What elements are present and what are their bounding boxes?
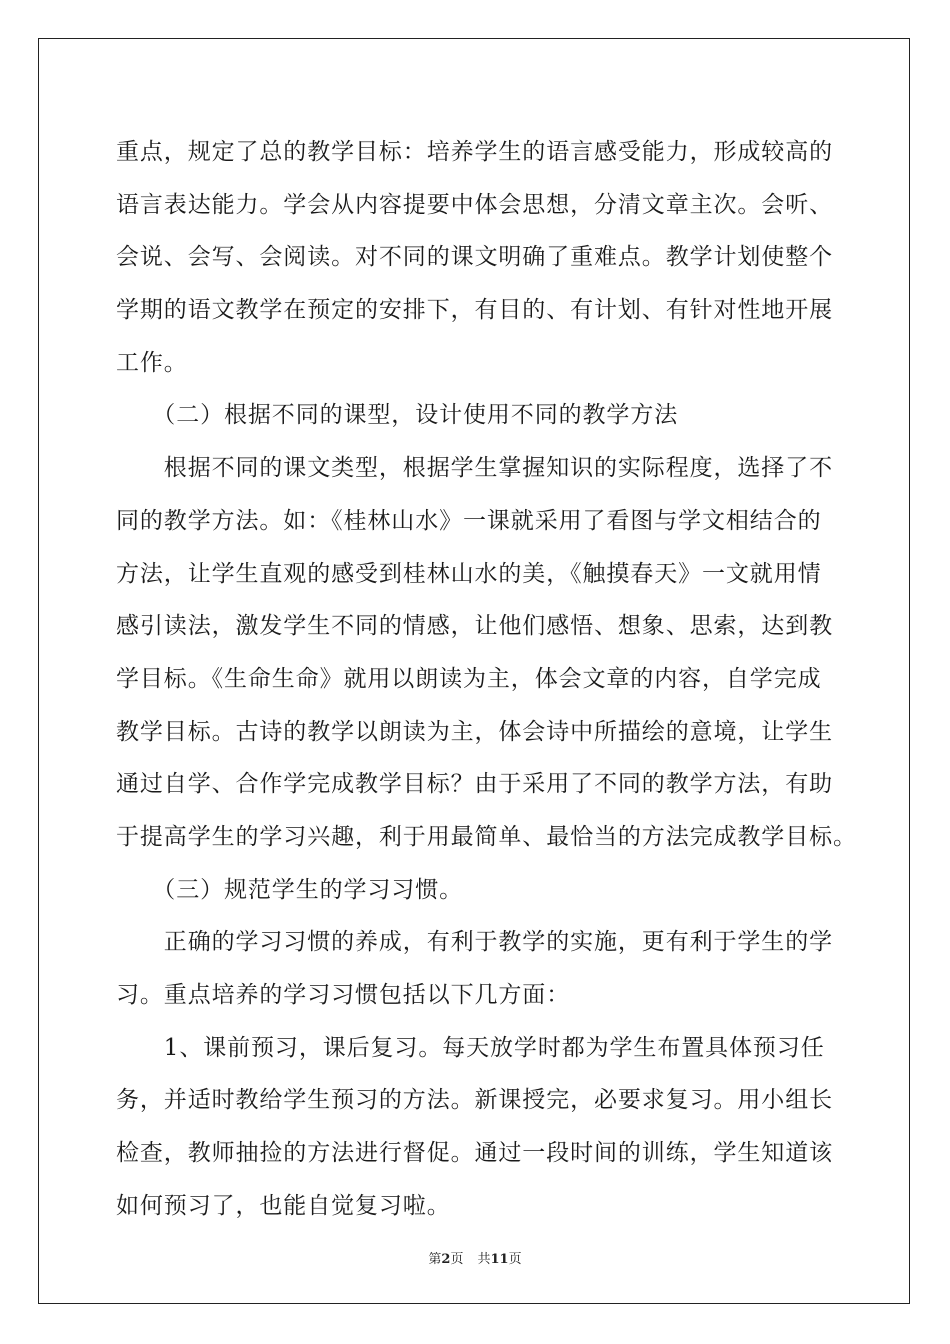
text-line: 习。重点培养的学习习惯包括以下几方面：	[116, 982, 571, 1008]
text-line: 学目标。《生命生命》就用以朗读为主，体会文章的内容，自学完成	[116, 665, 822, 692]
total-prefix: 共	[477, 1252, 491, 1267]
page-prefix: 第	[428, 1252, 442, 1267]
current-page-number: 2	[441, 1252, 451, 1267]
text-line: 教学目标。古诗的教学以朗读为主，体会诗中所描绘的意境，让学生	[116, 718, 833, 745]
total-suffix: 页	[508, 1252, 522, 1267]
text-line: 通过自学、合作学完成教学目标？由于采用了不同的教学方法，有助	[116, 771, 833, 798]
text-line: 会说、会写、会阅读。对不同的课文明确了重难点。教学计划使整个	[116, 244, 833, 271]
text-line: 如何预习了，也能自觉复习啦。	[116, 1192, 451, 1219]
document-body	[116, 126, 857, 1232]
text-line: 检查，教师抽捡的方法进行督促。通过一段时间的训练，学生知道该	[116, 1140, 833, 1167]
text-line: 根据不同的课文类型，根据学生掌握知识的实际程度，选择了不	[116, 455, 833, 482]
text-line: 1、课前预习，课后复习。每天放学时都为学生布置具体预习任	[116, 1034, 825, 1061]
text-line: 重点，规定了总的教学目标：培养学生的语言感受能力，形成较高的	[116, 139, 833, 165]
section-heading: （三）规范学生的学习习惯。	[116, 876, 463, 903]
total-pages-number: 11	[490, 1252, 509, 1267]
text-line: 语言表达能力。学会从内容提要中体会思想，分清文章主次。会听、	[116, 191, 833, 218]
page-suffix: 页	[450, 1252, 464, 1267]
text-line: 工作。	[116, 349, 188, 376]
text-line: 同的教学方法。如：《桂林山水》一课就采用了看图与学文相结合的	[116, 507, 822, 534]
text-line: 感引读法，激发学生不同的情感，让他们感悟、想象、思索，达到教	[116, 613, 833, 640]
text-line: 务，并适时教给学生预习的方法。新课授完，必要求复习。用小组长	[116, 1087, 833, 1114]
text-line: 于提高学生的学习兴趣，利于用最简单、最恰当的方法完成教学目标。	[116, 823, 857, 850]
text-line: 正确的学习习惯的养成，有利于教学的实施，更有利于学生的学	[116, 929, 833, 956]
text-line: 学期的语文教学在预定的安排下，有目的、有计划、有针对性地开展	[116, 297, 833, 324]
page-footer	[0, 1248, 950, 1267]
section-heading: （二）根据不同的课型，设计使用不同的教学方法	[116, 402, 679, 429]
text-line: 方法，让学生直观的感受到桂林山水的美，《触摸春天》一文就用情	[116, 560, 822, 587]
